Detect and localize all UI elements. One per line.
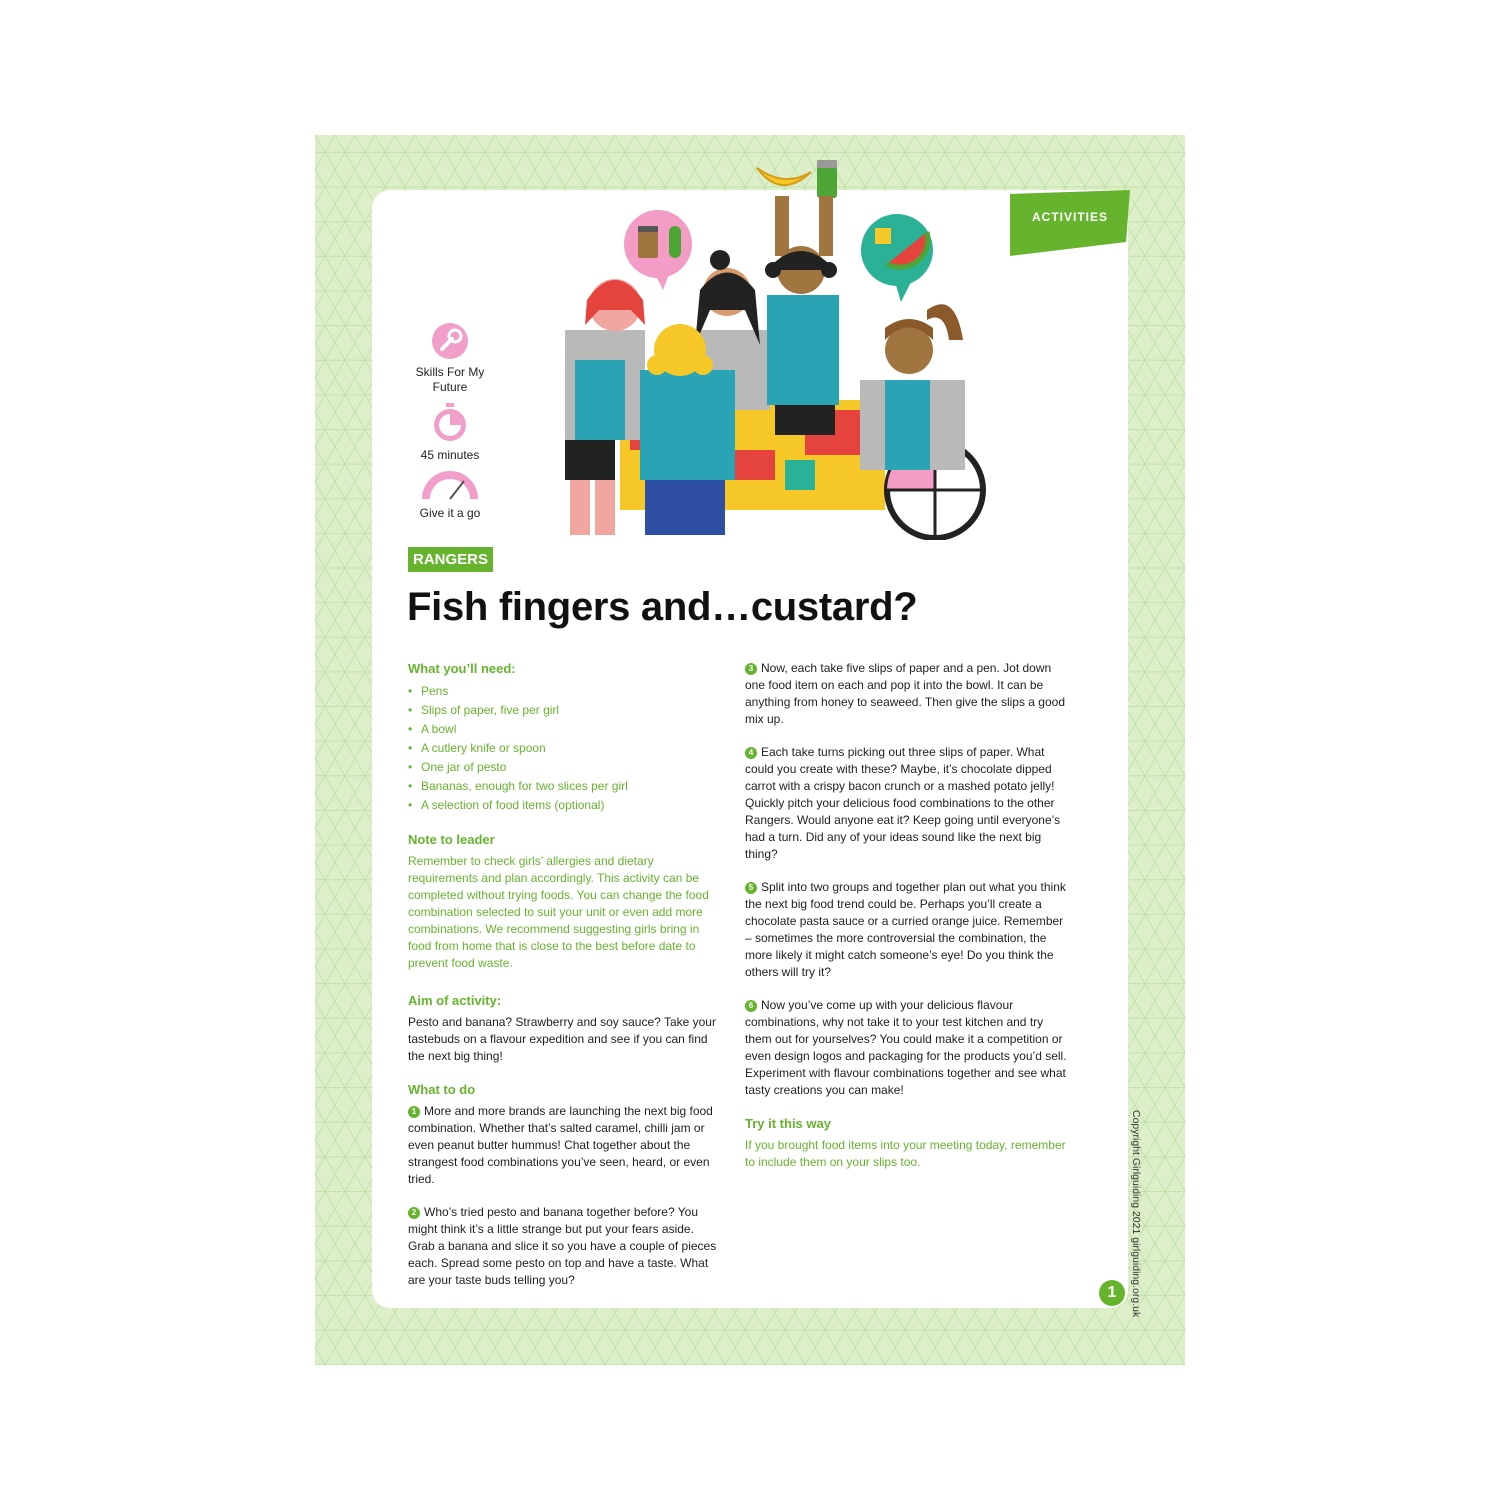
step-text: More and more brands are launching the next big food combination. Whether that’s salted caramel, chilli jam or even peanut butter hummus! Chat together about the strangest food combinations you’ve seen, heard, or even tried.: [408, 1104, 713, 1186]
try-heading: Try it this way: [745, 1116, 831, 1131]
step-number: 3: [745, 663, 757, 675]
step-text: Now you’ve come up with your delicious flavour combinations, why not take it to your test kitchen and try them out for yourselves? You could make it a competition or even design logos and packaging for the products you’d sell. Experiment with flavour combinations together and see what tasty creations you can make!: [745, 998, 1067, 1097]
try-text: If you brought food items into your meeting today, remember to include them on your slips too.: [745, 1138, 1066, 1169]
rangers-food-illustration: [535, 160, 995, 540]
copyright: Copyright Girlguiding 2021 girlguiding.org.uk: [1130, 1110, 1142, 1318]
step-text: Who’s tried pesto and banana together before? You might think it’s a little strange but put your fears aside. Grab a banana and slice it so you have a couple of pieces each. Spread some pesto on top and have a taste. What are your taste buds telling you?: [408, 1205, 717, 1287]
list-item: • Bananas, enough for two slices per girl: [408, 777, 723, 796]
note-text: Remember to check girls’ allergies and dietary requirements and plan accordingly. This activity can be completed without trying foods. You can change the food combination selected to suit your unit or even add more combinations. We recommend suggesting girls bring in food from home that is close to the best before date to prevent food waste.: [408, 854, 709, 970]
aim-text: Pesto and banana? Strawberry and soy sauce? Take your tastebuds on a flavour expedition and see if you can find the next big thing!: [408, 1015, 716, 1063]
activity-meta: [400, 322, 500, 529]
step-4: [745, 744, 1070, 863]
needs-heading: What you’ll need:: [408, 661, 516, 676]
step-number: 5: [745, 882, 757, 894]
step-text: Each take turns picking out three slips of paper. What could you create with these? Maybe, it’s chocolate dipped carrot with a crispy bacon crunch or a mashed potato jelly! Quickly pitch your delicious food combinations to the other Rangers. Would anyone eat it? Keep going until everyone’s had a turn. Did any of your ideas sound like the next big thing?: [745, 745, 1061, 861]
step-number: 6: [745, 1000, 757, 1012]
step-number: 4: [745, 747, 757, 759]
page-title: Fish fingers and…custard?: [407, 585, 918, 629]
speech-bubble-watermelon-icon: [861, 214, 933, 302]
step-text: Now, each take five slips of paper and a pen. Jot down one food item on each and pop it into the bowl. It can be anything from honey to seaweed. Then give the slips a good mix up.: [745, 661, 1065, 726]
list-item: • A cutlery knife or spoon: [408, 739, 723, 758]
section-badge: RANGERS: [408, 547, 493, 572]
step-5: [745, 879, 1070, 981]
step-6: [745, 997, 1070, 1099]
page-number: 1: [1099, 1280, 1125, 1306]
list-item: • A selection of food items (optional): [408, 796, 723, 815]
step-2: [408, 1204, 723, 1289]
skill-label: Skills For My Future: [415, 365, 485, 394]
step-number: 2: [408, 1207, 420, 1219]
time-label: 45 minutes: [420, 448, 480, 462]
step-text: Split into two groups and together plan out what you think the next big food trend could be. Perhaps you’ll create a chocolate pasta sauce or a curried orange juice. Remember – sometimes the more controversial the combination, the more likely it might catch someone’s eye! Do you think the others will try it?: [745, 880, 1066, 979]
activities-label: ACTIVITIES: [1031, 210, 1108, 224]
note-heading: Note to leader: [408, 832, 495, 847]
step-1: [408, 1103, 723, 1188]
aim-heading: Aim of activity:: [408, 993, 502, 1008]
stopwatch-icon: [431, 403, 469, 443]
difficulty-label: Give it a go: [419, 506, 481, 520]
right-column: [745, 660, 1070, 1187]
list-item: • One jar of pesto: [408, 758, 723, 777]
list-item: • Slips of paper, five per girl: [408, 701, 723, 720]
speech-bubble-pickle-icon: [624, 210, 692, 290]
gauge-icon: [422, 471, 478, 501]
left-column: [408, 660, 723, 1305]
todo-heading: What to do: [408, 1082, 476, 1097]
ranger-figure: [765, 246, 839, 435]
ranger-figure: [860, 304, 965, 470]
needs-list: [408, 682, 723, 815]
list-item: • Pens: [408, 682, 723, 701]
step-number: 1: [408, 1106, 420, 1118]
wrench-icon: [431, 322, 469, 360]
activities-tab: [1010, 190, 1130, 256]
step-3: [745, 660, 1070, 728]
list-item: • A bowl: [408, 720, 723, 739]
raised-banana-icon: [757, 160, 837, 256]
